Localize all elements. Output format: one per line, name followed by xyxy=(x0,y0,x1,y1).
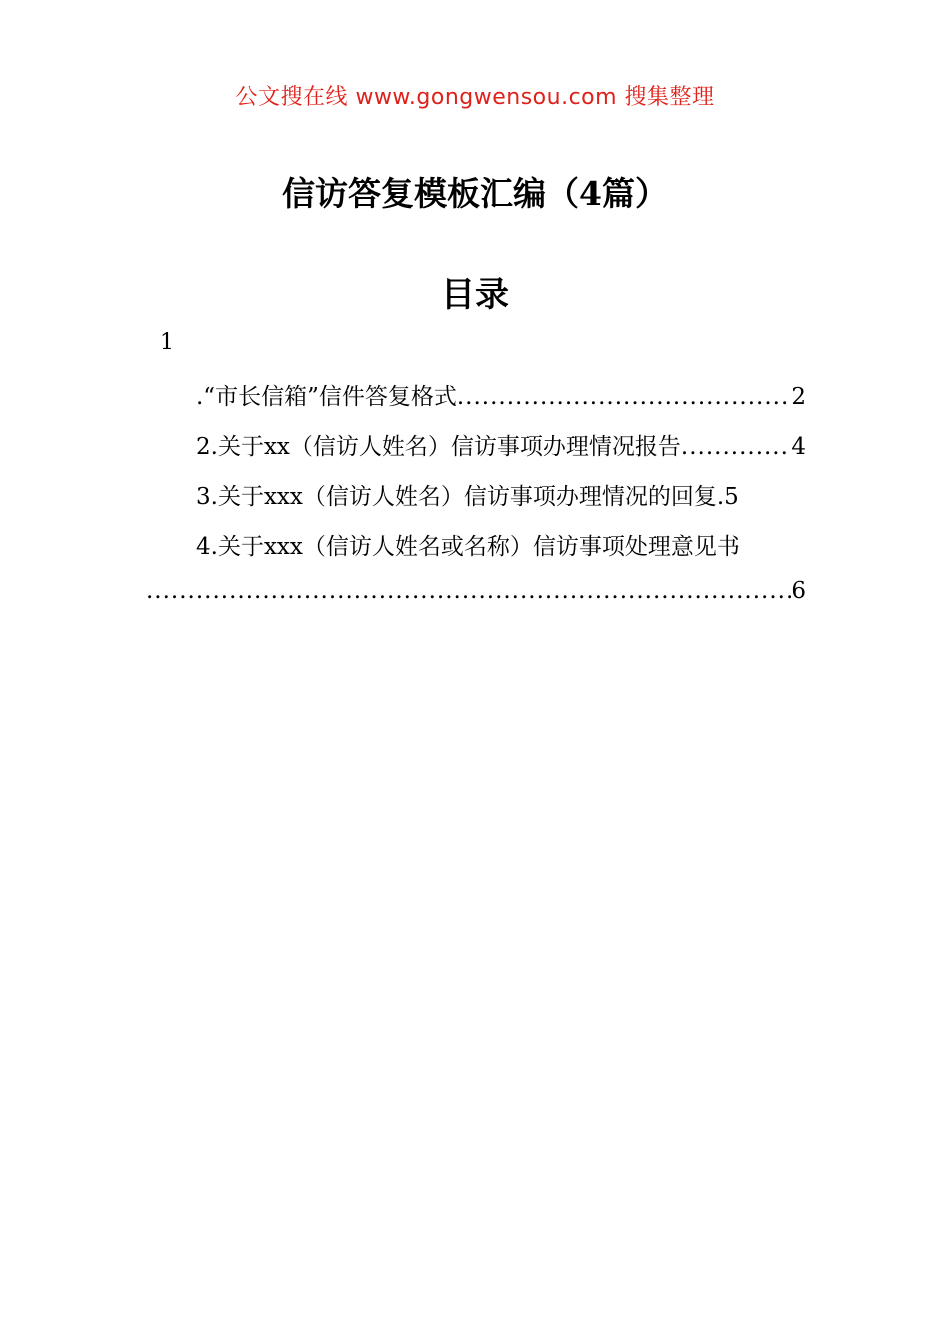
watermark-text: 公文搜在线 www.gongwensou.com 搜集整理 xyxy=(235,85,715,110)
toc-page-number: 5 xyxy=(724,484,739,510)
toc-entry-text: .“市长信箱”信件答复格式 xyxy=(196,384,457,410)
document-title: 信访答复模板汇编（4篇） xyxy=(282,174,668,213)
toc-page-number: 6 xyxy=(791,578,806,604)
stray-number: 1 xyxy=(160,330,174,355)
toc-entry-2[interactable] xyxy=(196,428,806,462)
toc-leader-dots xyxy=(681,434,791,460)
toc-leader-dots xyxy=(457,384,792,410)
toc-entry-4[interactable] xyxy=(196,528,806,562)
toc-entry-text: 3.关于xxx（信访人姓名）信访事项办理情况的回复. xyxy=(196,484,725,510)
toc-leader-dots xyxy=(146,578,791,604)
toc-page-number: 4 xyxy=(791,434,806,460)
toc-entry-1[interactable] xyxy=(196,378,806,412)
toc-entry-text: 4.关于xxx（信访人姓名或名称）信访事项处理意见书 xyxy=(196,534,740,560)
toc-entry-text: 2.关于xx（信访人姓名）信访事项办理情况报告 xyxy=(196,434,681,460)
toc-entry-4-continuation[interactable] xyxy=(146,578,806,612)
toc-entry-3[interactable] xyxy=(196,478,806,512)
toc-heading: 目录 xyxy=(441,275,509,315)
toc-page-number: 2 xyxy=(791,384,806,410)
